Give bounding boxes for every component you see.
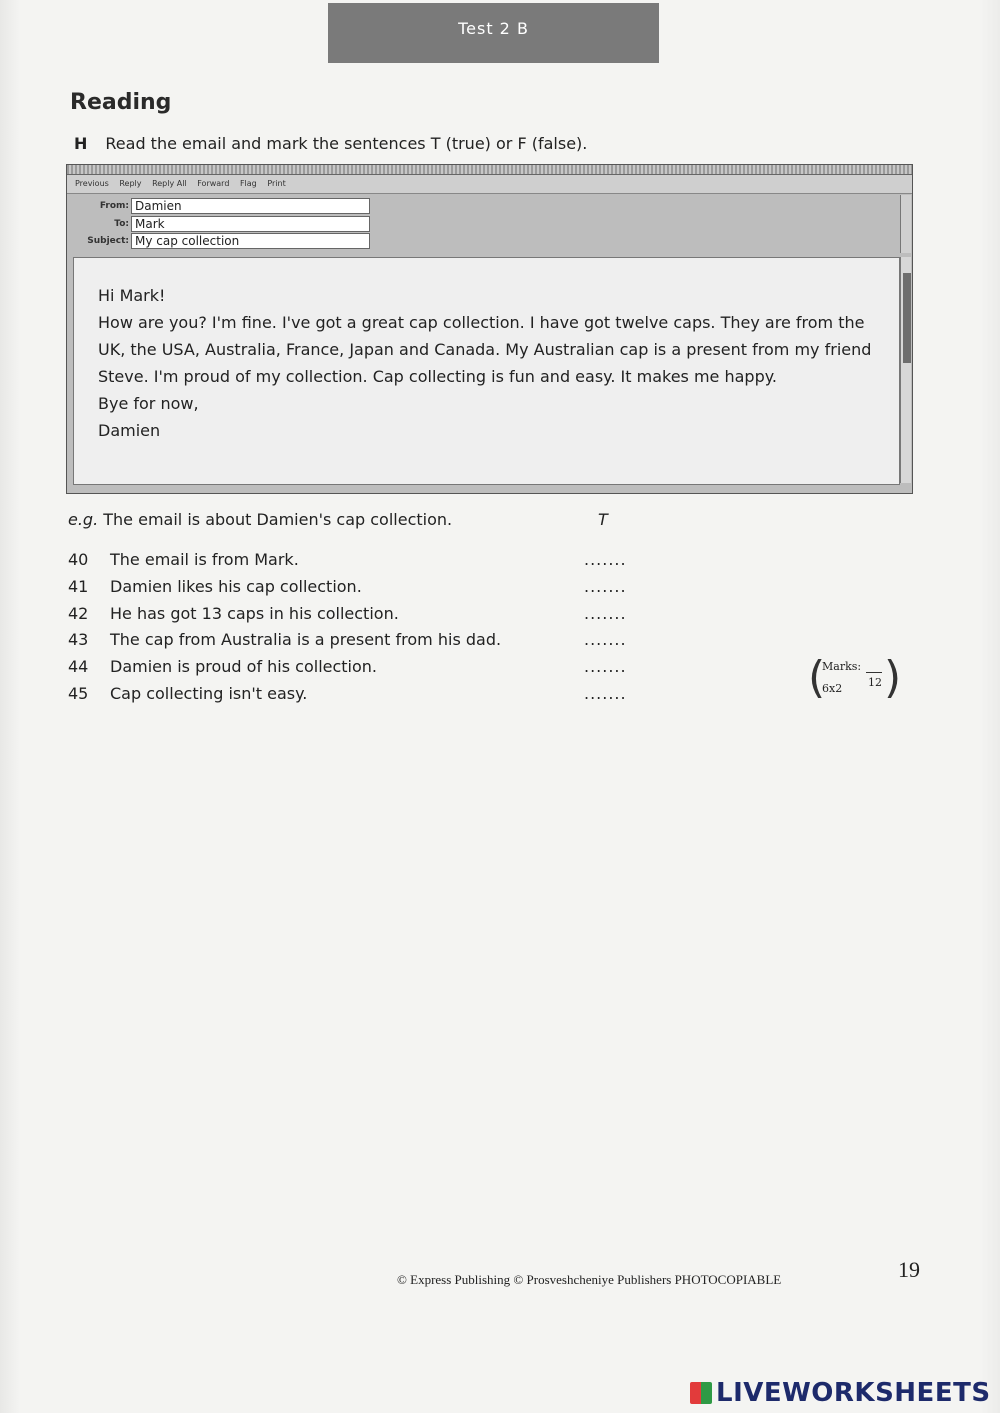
answer-blank[interactable]: ....... <box>584 577 627 596</box>
example-answer: T <box>598 510 608 529</box>
toolbar-forward-button[interactable]: Forward <box>197 179 230 188</box>
toolbar-reply-button[interactable]: Reply <box>119 179 142 188</box>
email-greeting: Hi Mark! <box>98 286 166 305</box>
body-scrollbar-thumb[interactable] <box>903 273 911 363</box>
email-body-text: How are you? I'm fine. I've got a great cap collection. I have got twelve caps. They are from the UK, the USA, Australia, France, Japan and Canada. My Australian cap is a present from my friend Steve. I'm proud of my collection. Cap collecting is fun and easy. It makes me happy. <box>98 313 872 386</box>
marks-left-paren: ( <box>808 652 826 703</box>
question-text: The email is from Mark. <box>110 550 299 569</box>
email-signature: Damien <box>98 421 161 440</box>
question-text: The cap from Australia is a present from his dad. <box>110 630 502 649</box>
page-number: 19 <box>898 1257 920 1282</box>
copyright-line: © Express Publishing © Prosveshcheniye Publishers PHOTOCOPIABLE <box>397 1272 782 1287</box>
task-instruction <box>74 134 587 153</box>
instruction-text: Read the email and mark the sentences T (true) or F (false). <box>105 134 588 153</box>
marks-score-line[interactable] <box>866 672 882 673</box>
email-window <box>66 164 913 494</box>
question-text: Damien likes his cap collection. <box>110 577 362 596</box>
to-label: To: <box>114 219 129 229</box>
question-number: 44 <box>68 657 89 676</box>
toolbar-previous-button[interactable]: Previous <box>75 179 109 188</box>
subject-label: Subject: <box>87 236 129 246</box>
question-number: 42 <box>68 604 89 623</box>
question-number: 45 <box>68 684 89 703</box>
task-letter: H <box>74 134 88 153</box>
marks-factor: 6x2 <box>822 682 843 695</box>
marks-total: 12 <box>868 676 882 689</box>
liveworksheets-logo-icon <box>690 1382 712 1404</box>
example-text: The email is about Damien's cap collection. <box>103 510 453 529</box>
question-number: 40 <box>68 550 89 569</box>
question-number: 43 <box>68 630 89 649</box>
question-44 <box>68 657 628 676</box>
answer-blank[interactable]: ....... <box>584 657 627 676</box>
question-text: He has got 13 caps in his collection. <box>110 604 399 623</box>
subject-field[interactable]: My cap collection <box>131 233 370 249</box>
example-sentence <box>68 510 452 529</box>
brand-text: LIVEWORKSHEETS <box>716 1378 991 1408</box>
header-scrollbar[interactable] <box>900 195 911 253</box>
question-45 <box>68 684 628 703</box>
question-43 <box>68 630 628 649</box>
liveworksheets-brand <box>690 1378 991 1408</box>
question-text: Damien is proud of his collection. <box>110 657 378 676</box>
question-40 <box>68 550 628 569</box>
email-titlebar <box>67 165 912 175</box>
toolbar-reply-all-button[interactable]: Reply All <box>152 179 187 188</box>
answer-blank[interactable]: ....... <box>584 604 627 623</box>
question-42 <box>68 604 628 623</box>
email-body <box>73 257 900 485</box>
example-prefix: e.g. <box>68 510 99 529</box>
marks-label: Marks: <box>822 660 862 673</box>
answer-blank[interactable]: ....... <box>584 684 627 703</box>
subject-row <box>67 233 367 249</box>
email-toolbar <box>67 175 912 194</box>
question-41 <box>68 577 628 596</box>
email-signoff: Bye for now, <box>98 394 199 413</box>
answer-blank[interactable]: ....... <box>584 550 627 569</box>
section-title: Reading <box>70 90 172 115</box>
to-field[interactable]: Mark <box>131 216 370 232</box>
marks-box <box>808 652 902 706</box>
from-field[interactable]: Damien <box>131 198 370 214</box>
to-row <box>67 216 367 232</box>
from-row <box>67 198 367 214</box>
question-number: 41 <box>68 577 89 596</box>
test-title-band: Test 2 B <box>328 3 659 63</box>
from-label: From: <box>99 201 129 211</box>
marks-right-paren: ) <box>884 652 902 703</box>
toolbar-flag-button[interactable]: Flag <box>239 179 257 188</box>
question-text: Cap collecting isn't easy. <box>110 684 308 703</box>
toolbar-print-button[interactable]: Print <box>267 179 286 188</box>
answer-blank[interactable]: ....... <box>584 630 627 649</box>
